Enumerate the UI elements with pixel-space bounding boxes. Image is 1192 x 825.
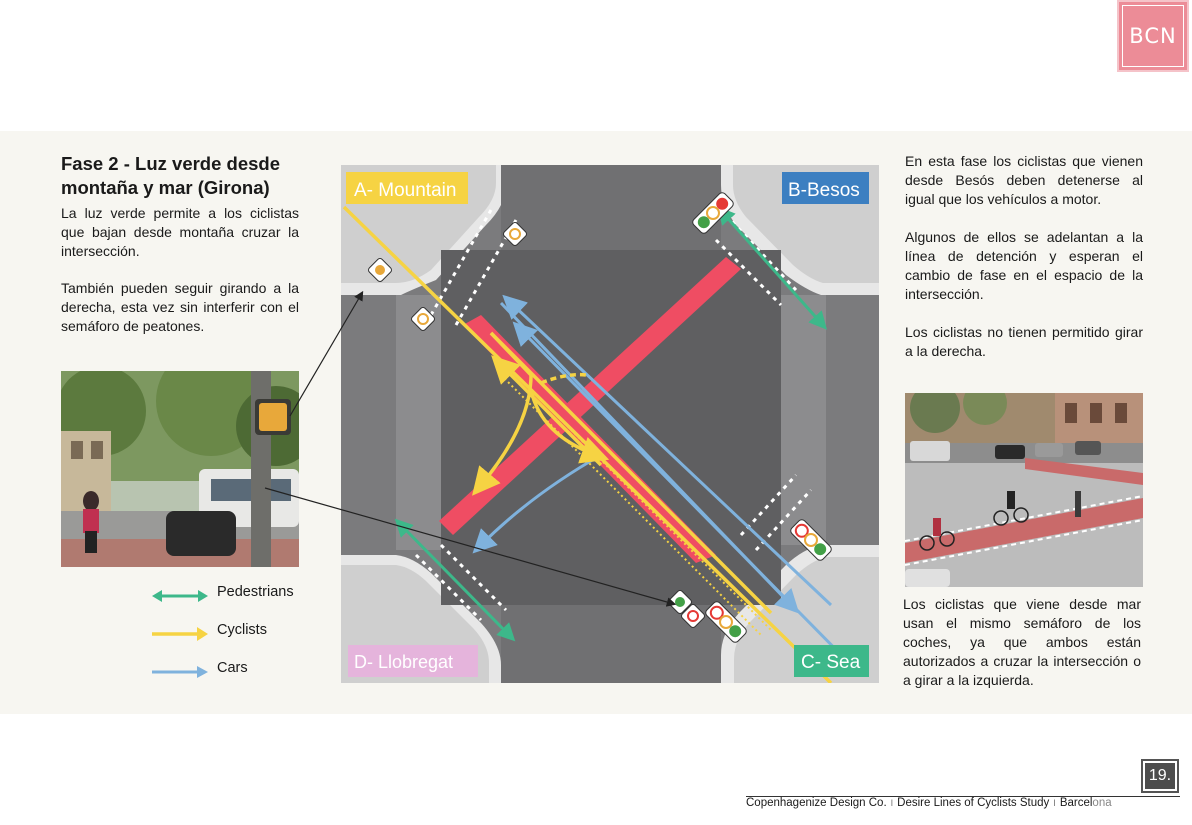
footer-city: Barcel — [1059, 797, 1093, 809]
page-number-text: 19. — [1145, 763, 1175, 789]
footer — [746, 797, 1112, 809]
corner-label-a-text: A- Mountain — [354, 180, 457, 201]
intersection-photo — [905, 393, 1143, 587]
page-number — [1141, 759, 1179, 793]
footer-study: Desire Lines of Cyclists Study — [897, 797, 1050, 809]
left-paragraph-1: La luz verde permite a los ciclistas que bajan desde montaña cruzar la intersección. — [61, 205, 299, 259]
right-paragraph-2: Algunos de ellos se adelantan a la línea de detención y esperan el cambio de fase en el espacio de la intersección. — [905, 229, 1143, 302]
footer-city-light: ona — [1092, 797, 1112, 809]
right-paragraph-4: Los ciclistas que viene desde mar usan el mismo semáforo de los coches, ya que ambos están autorizados a cruzar la intersección o a girar a la izquierda. — [903, 596, 1141, 688]
footer-company: Copenhagenize Design Co. — [746, 797, 887, 809]
right-paragraph-3: Los ciclistas no tienen permitido girar a la derecha. — [905, 324, 1143, 359]
legend-label-cars: Cars — [217, 660, 248, 676]
footer-separator: I — [890, 798, 894, 808]
legend-label-cyclists: Cyclists — [217, 622, 267, 638]
bcn-logo-text: BCN — [1122, 5, 1184, 67]
page-title: Fase 2 - Luz verde desde montaña y mar (Girona) — [61, 153, 281, 198]
right-paragraph-1: En esta fase los ciclistas que vienen desde Besós deben detenerse al igual que los vehículos a motor. — [905, 153, 1143, 207]
corner-label-c-text: C- Sea — [801, 652, 861, 673]
right-bottom-column — [903, 595, 1141, 690]
legend-label-pedestrians: Pedestrians — [217, 584, 294, 600]
right-column — [905, 152, 1143, 361]
corner-label-b-text: B-Besos — [788, 180, 860, 201]
corner-label-d-text: D- Llobregat — [354, 652, 454, 672]
left-paragraph-2: También pueden seguir girando a la derecha, esta vez sin interferir con el semáforo de peatones. — [61, 280, 299, 334]
footer-separator: I — [1053, 798, 1056, 808]
